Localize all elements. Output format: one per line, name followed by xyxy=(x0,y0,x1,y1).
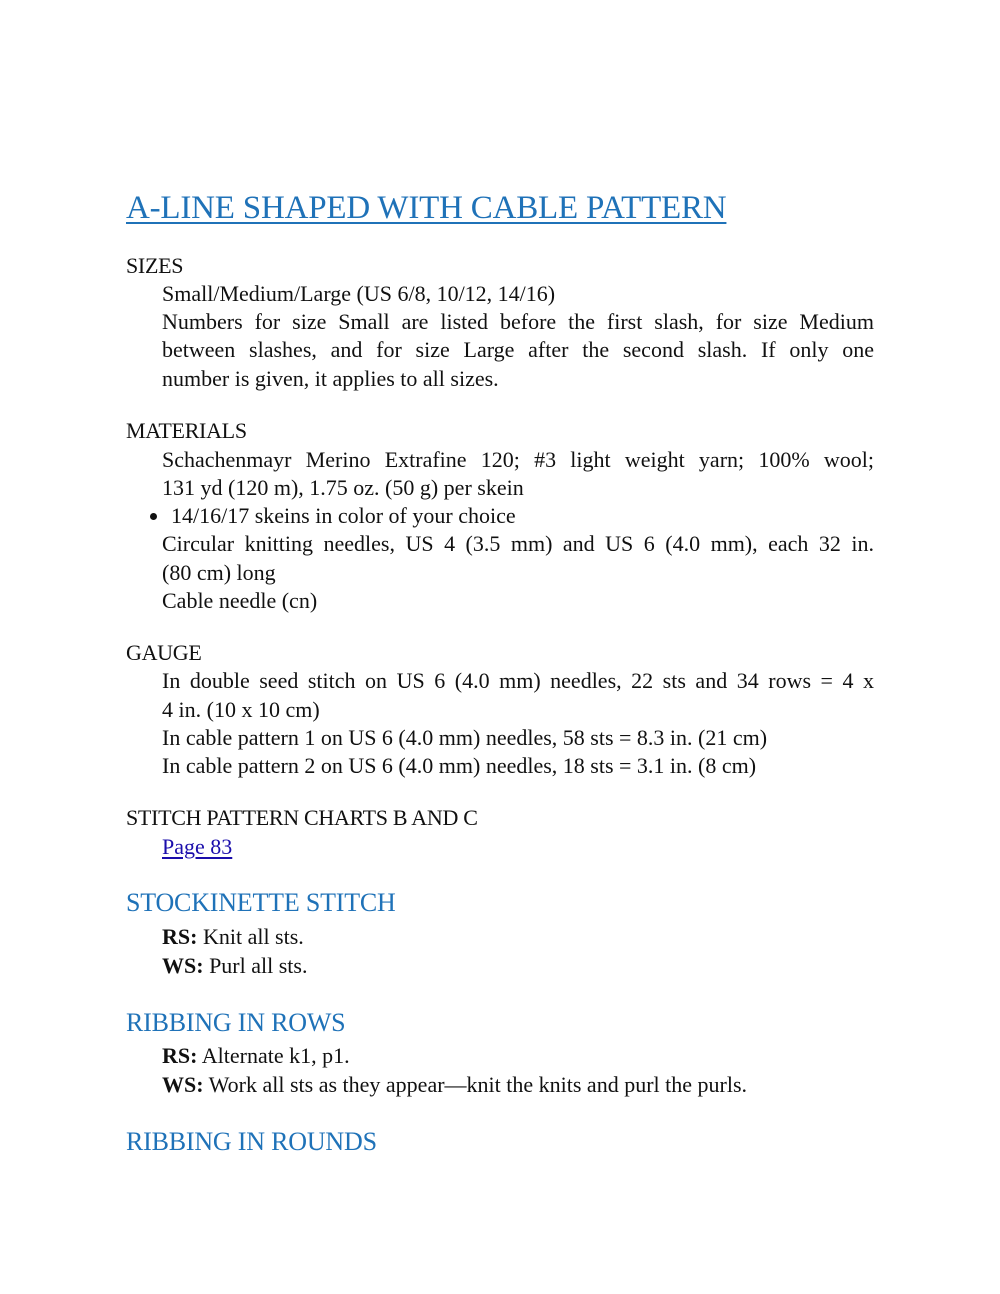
rs-label: RS: xyxy=(162,1043,198,1068)
gauge-label: GAUGE xyxy=(126,640,202,665)
sizes-note-line-3: number is given, it applies to all sizes. xyxy=(162,366,499,391)
gauge-line-2: 4 in. (10 x 10 cm) xyxy=(162,697,320,722)
ribbing-rows-rs-line xyxy=(162,1042,874,1070)
stockinette-rs-line xyxy=(162,923,874,951)
bullet-text: 14/16/17 skeins in color of your choice xyxy=(171,503,516,528)
charts-label: STITCH PATTERN CHARTS B AND C xyxy=(126,805,478,830)
gauge-line-1: In double seed stitch on US 6 (4.0 mm) needles, 22 sts and 34 rows = 4 x xyxy=(162,668,874,693)
ribbing-rows-heading: RIBBING IN ROWS xyxy=(126,1008,346,1037)
ribbing-rows-ws-line xyxy=(162,1071,874,1099)
sizes-line: Small/Medium/Large (US 6/8, 10/12, 14/16) xyxy=(162,281,556,306)
rs-text: Knit all sts. xyxy=(197,924,304,949)
gauge-line-4: In cable pattern 2 on US 6 (4.0 mm) needles, 18 sts = 3.1 in. (8 cm) xyxy=(162,753,757,778)
ws-label: WS: xyxy=(162,1072,204,1097)
materials-yarn-line-1: Schachenmayr Merino Extrafine 120; #3 light weight yarn; 100% wool; xyxy=(162,447,874,472)
sizes-label: SIZES xyxy=(126,253,184,278)
rs-text: Alternate k1, p1. xyxy=(197,1043,350,1068)
stockinette-ws-line xyxy=(162,952,874,980)
bullet-icon xyxy=(150,513,157,520)
page-title[interactable]: A-LINE SHAPED WITH CABLE PATTERN xyxy=(126,190,727,226)
page-83-link[interactable]: Page 83 xyxy=(162,834,233,859)
charts-link-line xyxy=(162,833,874,861)
ribbing-rounds-heading: RIBBING IN ROUNDS xyxy=(126,1127,377,1156)
gauge-line-3: In cable pattern 1 on US 6 (4.0 mm) needles, 58 sts = 8.3 in. (21 cm) xyxy=(162,725,768,750)
materials-needles-line-2: (80 cm) long xyxy=(162,560,276,585)
materials-cable-needle: Cable needle (cn) xyxy=(162,588,318,613)
materials-label: MATERIALS xyxy=(126,418,247,443)
rs-label: RS: xyxy=(162,924,198,949)
ws-text: Purl all sts. xyxy=(203,953,308,978)
sizes-note-line-2: between slashes, and for size Large after the second slash. If only one xyxy=(162,337,874,362)
materials-bullet-item xyxy=(150,502,516,530)
materials-needles-line-1: Circular knitting needles, US 4 (3.5 mm) and US 6 (4.0 mm), each 32 in. xyxy=(162,531,874,556)
ws-text: Work all sts as they appear—knit the knits and purl the purls. xyxy=(203,1072,748,1097)
stockinette-heading: STOCKINETTE STITCH xyxy=(126,888,396,917)
ws-label: WS: xyxy=(162,953,204,978)
sizes-note-line-1: Numbers for size Small are listed before the first slash, for size Medium xyxy=(162,309,874,334)
materials-yarn-line-2: 131 yd (120 m), 1.75 oz. (50 g) per skein xyxy=(162,475,524,500)
